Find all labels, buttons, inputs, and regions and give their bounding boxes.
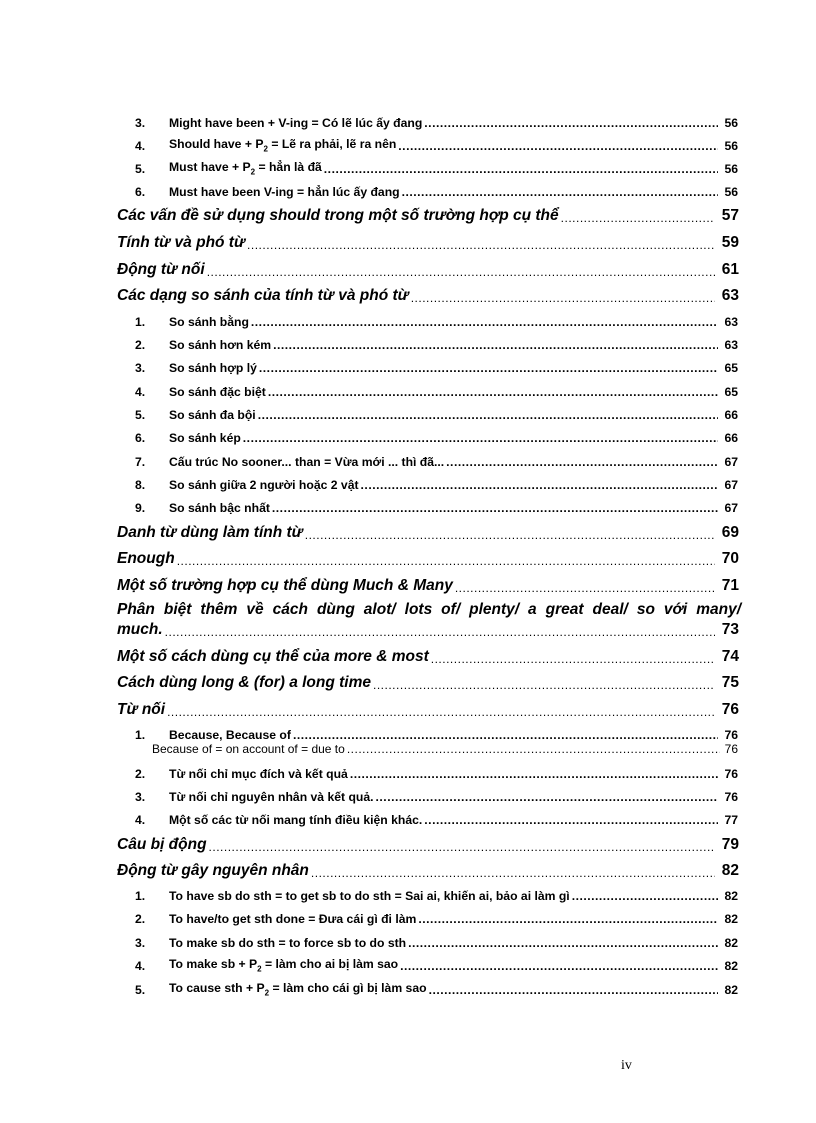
toc-heading[interactable]: Tính từ và phó từ ..... 59 [117,232,739,252]
toc-entry[interactable]: 3. To make sb do sth = to force sb to do sth ..... 82 [135,934,738,950]
toc-entry[interactable]: 5. To cause sth + $P_2$ = làm cho cái gì bị làm sao ..... 82 [135,981,738,997]
toc-heading[interactable]: Các dạng so sánh của tính từ và phó từ ..... 63 [117,285,739,305]
toc-heading[interactable]: Câu bị động ..... 79 [117,834,739,854]
toc-entry[interactable]: 9. So sánh bậc nhất ..... 67 [135,499,738,515]
toc-entry[interactable]: 3. Might have been + V-ing = Có lẽ lúc ấy đang ..... 56 [135,114,738,130]
toc-heading[interactable]: Enough ..... 70 [117,548,739,568]
toc-heading[interactable]: Động từ gây nguyên nhân ..... 82 [117,860,739,880]
toc-heading[interactable]: Danh từ dùng làm tính từ ..... 69 [117,522,739,542]
toc-entry[interactable]: 2. So sánh hơn kém ..... 63 [135,336,738,352]
toc-entry[interactable]: 3. Từ nối chỉ nguyên nhân và kết quả. ..... 76 [135,788,738,804]
toc-entry[interactable]: 2. Từ nối chỉ mục đích và kết quả ..... 76 [135,765,738,781]
toc-entry[interactable]: 4. Một số các từ nối mang tính điều kiện khác. ..... 77 [135,811,738,827]
toc-entry[interactable]: 3. So sánh hợp lý ..... 65 [135,359,738,375]
toc-entry[interactable]: 8. So sánh giữa 2 người hoặc 2 vật ..... 67 [135,476,738,492]
toc-entry[interactable]: 4. Should have + $P_2$ = Lẽ ra phải, lẽ ra nên ..... 56 [135,137,738,153]
toc-entry[interactable]: 1. Because, Because of ..... 76 [135,726,738,742]
toc-heading[interactable]: Một số cách dùng cụ thể của more & most ..... 74 [117,646,739,666]
toc-entry[interactable]: 5. So sánh đa bội ..... 66 [135,406,738,422]
toc-entry[interactable]: 1. So sánh bằng ..... 63 [135,313,738,329]
page-number: iv [621,1058,632,1073]
toc-heading[interactable]: Cách dùng long & (for) a long time ..... 75 [117,672,739,692]
toc-heading[interactable]: Các vấn đề sử dụng should trong một số trường hợp cụ thể ..... 57 [117,205,739,225]
toc-heading[interactable]: Động từ nối ..... 61 [117,259,739,279]
toc-entry[interactable]: 4. To make sb + $P_2$ = làm cho ai bị làm sao ..... 82 [135,957,738,973]
toc-heading-line1[interactable]: Phân biệt thêm về cách dùng alot/ lots of/ plenty/ a great deal/ so với many/ [117,601,741,618]
toc-entry[interactable]: 5. Must have + $P_2$ = hẳn là đã ..... 56 [135,160,738,176]
toc-entry[interactable]: 6. Must have been V-ing = hẳn lúc ấy đang ..... 56 [135,183,738,199]
toc-entry[interactable]: 2. To have/to get sth done = Đưa cái gì đi làm ..... 82 [135,910,738,926]
toc-entry[interactable]: Because of = on account of = due to ..... 76 [152,741,738,756]
toc-entry[interactable]: 4. So sánh đặc biệt ..... 65 [135,383,738,399]
toc-heading[interactable]: Một số trường hợp cụ thể dùng Much & Many ..... 71 [117,575,739,595]
toc-heading[interactable]: Từ nối ..... 76 [117,699,739,719]
toc-entry[interactable]: 7. Cấu trúc No sooner... than = Vừa mới ... thì đã... ..... 67 [135,453,738,469]
toc-heading[interactable]: much. ..... 73 [117,619,739,639]
toc-entry[interactable]: 1. To have sb do sth = to get sb to do sth = Sai ai, khiến ai, bảo ai làm gì ..... 82 [135,887,738,903]
toc-entry[interactable]: 6. So sánh kép ..... 66 [135,429,738,445]
